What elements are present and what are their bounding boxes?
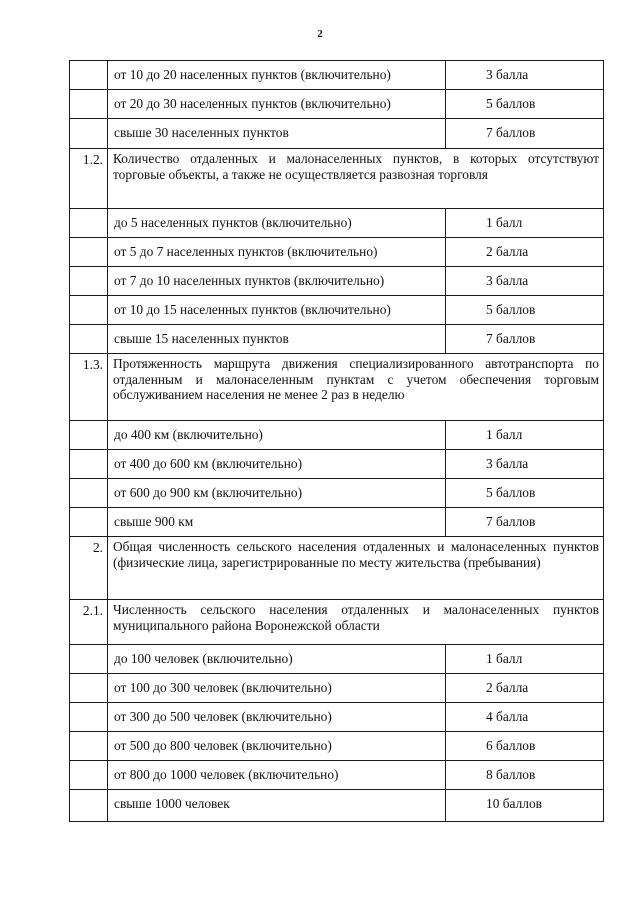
score-value: 5 баллов xyxy=(446,479,604,508)
score-option-row xyxy=(70,61,604,90)
criterion-number-cell xyxy=(70,674,108,703)
criterion-number-cell xyxy=(70,761,108,790)
score-value: 3 балла xyxy=(446,267,604,296)
score-option-row xyxy=(70,421,604,450)
criterion-row xyxy=(70,149,604,209)
criterion-title: Общая численность сельского населения отдаленных и малонаселенных пунктов (физические лица, зарегистрированные по месту жительства (пребывания) xyxy=(108,537,604,600)
score-value: 1 балл xyxy=(446,209,604,238)
score-option-row xyxy=(70,479,604,508)
score-option-row xyxy=(70,790,604,822)
criterion-row xyxy=(70,600,604,645)
score-option-row xyxy=(70,267,604,296)
criterion-row xyxy=(70,354,604,421)
score-option-row xyxy=(70,645,604,674)
criterion-number-cell: 2. xyxy=(70,537,108,600)
score-option-row xyxy=(70,703,604,732)
criterion-number-cell: 1.3. xyxy=(70,354,108,421)
option-label: от 800 до 1000 человек (включительно) xyxy=(108,761,446,790)
option-label: от 5 до 7 населенных пунктов (включительно) xyxy=(108,238,446,267)
criterion-number-cell xyxy=(70,90,108,119)
option-label: до 400 км (включительно) xyxy=(108,421,446,450)
score-option-row xyxy=(70,119,604,149)
score-value: 2 балла xyxy=(446,238,604,267)
criterion-number-cell: 1.2. xyxy=(70,149,108,209)
score-value: 7 баллов xyxy=(446,325,604,354)
score-value: 7 баллов xyxy=(446,119,604,149)
criterion-row xyxy=(70,537,604,600)
score-value: 8 баллов xyxy=(446,761,604,790)
score-value: 1 балл xyxy=(446,421,604,450)
score-value: 6 баллов xyxy=(446,732,604,761)
option-label: свыше 30 населенных пунктов xyxy=(108,119,446,149)
criterion-number-cell xyxy=(70,267,108,296)
score-value: 5 баллов xyxy=(446,90,604,119)
criterion-number-cell xyxy=(70,296,108,325)
option-label: свыше 15 населенных пунктов xyxy=(108,325,446,354)
criterion-number-cell xyxy=(70,238,108,267)
score-option-row xyxy=(70,209,604,238)
criterion-title: Численность сельского населения отдаленных и малонаселенных пунктов муниципального района Воронежской области xyxy=(108,600,604,645)
criterion-number-cell xyxy=(70,508,108,537)
criterion-number-cell xyxy=(70,325,108,354)
score-option-row xyxy=(70,296,604,325)
criterion-number-cell xyxy=(70,790,108,822)
score-value: 4 балла xyxy=(446,703,604,732)
score-value: 1 балл xyxy=(446,645,604,674)
criterion-title: Протяженность маршрута движения специализированного автотранспорта по отдаленным и малонаселенным пунктам с учетом обеспечения торговым обслуживанием населения не менее 2 раз в неделю xyxy=(108,354,604,421)
criterion-title: Количество отдаленных и малонаселенных пунктов, в которых отсутствуют торговые объекты, а также не осуществляется развозная торговля xyxy=(108,149,604,209)
option-label: от 600 до 900 км (включительно) xyxy=(108,479,446,508)
criterion-number-cell xyxy=(70,421,108,450)
option-label: от 300 до 500 человек (включительно) xyxy=(108,703,446,732)
criterion-number-cell xyxy=(70,645,108,674)
criterion-number-cell xyxy=(70,61,108,90)
criteria-table-body xyxy=(70,61,604,822)
option-label: от 400 до 600 км (включительно) xyxy=(108,450,446,479)
option-label: свыше 900 км xyxy=(108,508,446,537)
option-label: свыше 1000 человек xyxy=(108,790,446,822)
criterion-number-cell xyxy=(70,479,108,508)
score-value: 10 баллов xyxy=(446,790,604,822)
score-value: 3 балла xyxy=(446,61,604,90)
criterion-number-cell: 2.1. xyxy=(70,600,108,645)
page-number: 2 xyxy=(317,28,323,40)
score-option-row xyxy=(70,732,604,761)
criterion-number-cell xyxy=(70,732,108,761)
score-option-row xyxy=(70,90,604,119)
score-value: 7 баллов xyxy=(446,508,604,537)
option-label: от 20 до 30 населенных пунктов (включительно) xyxy=(108,90,446,119)
score-option-row xyxy=(70,761,604,790)
option-label: до 5 населенных пунктов (включительно) xyxy=(108,209,446,238)
score-value: 2 балла xyxy=(446,674,604,703)
criteria-table xyxy=(69,60,604,822)
score-option-row xyxy=(70,238,604,267)
option-label: от 500 до 800 человек (включительно) xyxy=(108,732,446,761)
score-value: 3 балла xyxy=(446,450,604,479)
option-label: от 7 до 10 населенных пунктов (включительно) xyxy=(108,267,446,296)
score-option-row xyxy=(70,450,604,479)
option-label: от 10 до 20 населенных пунктов (включительно) xyxy=(108,61,446,90)
criterion-number-cell xyxy=(70,119,108,149)
criterion-number-cell xyxy=(70,209,108,238)
option-label: от 100 до 300 человек (включительно) xyxy=(108,674,446,703)
score-option-row xyxy=(70,674,604,703)
score-value: 5 баллов xyxy=(446,296,604,325)
criterion-number-cell xyxy=(70,703,108,732)
option-label: до 100 человек (включительно) xyxy=(108,645,446,674)
option-label: от 10 до 15 населенных пунктов (включительно) xyxy=(108,296,446,325)
score-option-row xyxy=(70,508,604,537)
score-option-row xyxy=(70,325,604,354)
criterion-number-cell xyxy=(70,450,108,479)
